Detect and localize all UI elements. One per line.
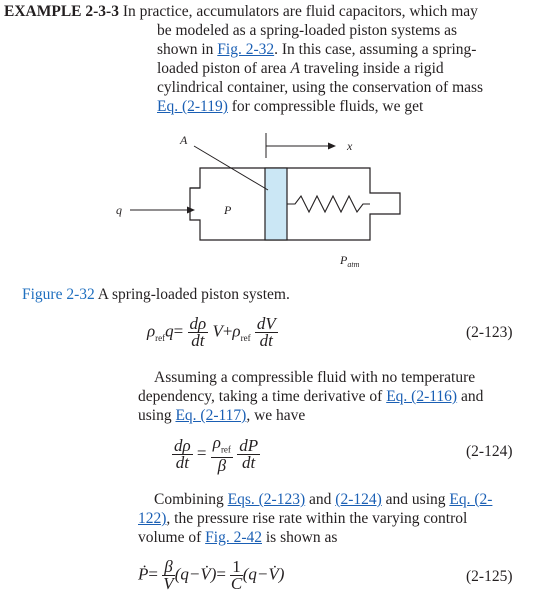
- example-label: EXAMPLE 2-3-3: [4, 3, 119, 20]
- equation-number-2-124: (2-124): [466, 443, 513, 460]
- label-Patm: $P_{atm}$: [340, 253, 360, 269]
- link-fig-2-32[interactable]: Fig. 2-32: [217, 41, 275, 58]
- example-body: be modeled as a spring-loaded piston systems as shown in Fig. 2-32. In this case, assuming a spring- loaded piston of area A traveling inside a rigid cylindrical container, using the conservation of mass Eq. (2-119) for compressible fluids, we get: [157, 22, 484, 115]
- link-eq-2-116[interactable]: Eq. (2-116): [386, 388, 458, 405]
- equation-number-2-125: (2-125): [466, 568, 513, 585]
- equation-2-123: $\rho_{ref}q=$ $\frac{d\rho}{dt}$ $V+\rho_{ref}$ $\frac{dV}{dt}$: [147, 314, 276, 350]
- spring: [287, 196, 370, 212]
- label-P: P: [224, 203, 232, 217]
- link-eqs-2-123[interactable]: Eqs. (2-123): [227, 491, 306, 508]
- label-q: q: [116, 203, 122, 217]
- paragraph-2: Assuming a compressible fluid with no temperature: [154, 369, 476, 386]
- link-eq-2-124[interactable]: (2-124): [335, 491, 382, 508]
- example-paragraph: [4, 2, 549, 21]
- equation-2-124: $\frac{d\rho}{dt}$ = $\frac{\rho_{ref}}{\beta}$ $\frac{dP}{dt}$: [174, 433, 259, 476]
- figure-caption: Figure 2-32 A spring-loaded piston system.: [22, 286, 290, 303]
- figure-number: Figure 2-32: [22, 286, 95, 303]
- link-eq-2-117[interactable]: Eq. (2-117): [175, 407, 247, 424]
- link-eq-2-122[interactable]: Eq. (2-: [449, 491, 493, 508]
- paragraph-3: Combining Eqs. (2-123) and (2-124) and using Eq. (2- 122), the pressure rise rate within the varying control volume of Fig. 2-42 is shown as: [138, 491, 493, 546]
- equation-2-125: Ṗ= $\frac{\beta}{V}$ (q−V̇)= $\frac{1}{C}$ (q−V̇): [138, 557, 285, 593]
- link-eq-2-119[interactable]: Eq. (2-119): [157, 98, 228, 115]
- piston-diagram: [100, 128, 420, 273]
- label-x: x: [347, 139, 353, 153]
- example-line-1: EXAMPLE 2-3-3 In practice, accumulators are fluid capacitors, which may: [4, 3, 478, 20]
- equation-number-2-123: (2-123): [466, 324, 513, 341]
- label-A: A: [180, 133, 188, 147]
- q-arrowhead: [187, 207, 195, 214]
- x-arrowhead: [328, 143, 336, 150]
- piston: [265, 168, 287, 240]
- paragraph-2-cont: dependency, taking a time derivative of Eq. (2-116) and using Eq. (2-117), we have: [138, 388, 484, 424]
- link-eq-2-122-cont[interactable]: 122): [138, 510, 167, 527]
- link-fig-2-42[interactable]: Fig. 2-42: [205, 529, 262, 546]
